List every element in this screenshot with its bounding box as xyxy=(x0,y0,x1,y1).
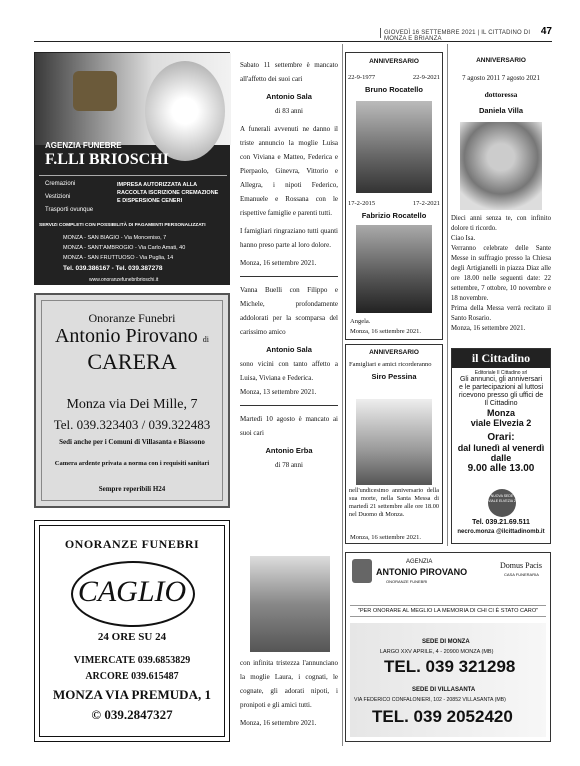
c3-name-3: Siro Pessina xyxy=(371,372,417,381)
carera-l8: Sempre reperibili H24 xyxy=(98,485,166,493)
carera-l4: Monza via Dei Mille, 7 xyxy=(66,397,198,412)
pirovano-s2: SEDE DI VILLASANTA xyxy=(412,687,476,693)
c3-date-d1: Monza, 16 settembre 2021. xyxy=(350,328,421,335)
ad-pirovano-carera xyxy=(34,293,230,508)
c3-p3: nell'undicesimo anniversario della sua morte, nella Santa Messa di martedì 21 settembre alle ore 18.00 nel Duomo di Monza. xyxy=(349,487,439,518)
cittadino-street: viale Elvezia 2 xyxy=(470,418,532,428)
pirovano-s1: SEDE DI MONZA xyxy=(422,639,470,645)
pirovano-slogan: "PER ONORARE AL MEGLIO LA MEMORIA DI CHI CI È STATO CARO" xyxy=(350,605,546,617)
pirovano-sub: ONORANZE FUNEBRI xyxy=(386,579,428,584)
pirovano-agency: AGENZIA xyxy=(406,559,433,565)
cittadino-logo: il Cittadino xyxy=(452,349,550,368)
c2-p3: I famigliari ringraziano tutti quanti hanno preso parte al loro dolore. xyxy=(240,227,338,249)
c3-h1: ANNIVERSARIO xyxy=(369,58,419,65)
cittadino-mail: necro.monza @ilcittadinomb.it xyxy=(457,529,545,535)
ad-cittadino xyxy=(451,348,551,544)
c3-date-d2: Monza, 16 settembre 2021. xyxy=(350,534,421,541)
carera-l5: Tel. 039.323403 / 039.322483 xyxy=(53,417,211,432)
caglio-l6: MONZA VIA PREMUDA, 1 xyxy=(53,687,211,702)
column-2 xyxy=(240,58,338,472)
caglio-l5: ARCORE 039.615487 xyxy=(85,671,179,682)
c4-p: Dieci anni senza te, con infinito dolore ti ricordo. xyxy=(451,215,551,232)
domus-brand2: CASA FUNERARIA xyxy=(504,572,539,577)
c2-name-1: Antonio Sala xyxy=(266,92,312,101)
ad-caglio xyxy=(34,520,230,742)
c4-h: ANNIVERSARIO xyxy=(476,57,526,64)
pirovano-a1: LARGO XXV APRILE, 4 - 20900 MONZA (MB) xyxy=(380,649,494,655)
carera-name: Antonio Pirovano xyxy=(54,325,198,347)
c3-name-1: Bruno Rocatello xyxy=(365,85,423,94)
c2-age-3: di 78 anni xyxy=(275,461,303,469)
c2-p5: sono vicini con tanto affetto a Luisa, Viviana e Federica. xyxy=(240,360,338,382)
flower-image xyxy=(145,61,225,161)
brioschi-service-3: Trasporti ovunque xyxy=(45,207,94,213)
photo-daniela-villa xyxy=(460,122,542,210)
c2-date-1: Monza, 16 settembre 2021. xyxy=(240,259,317,267)
c3-h2: ANNIVERSARIO xyxy=(369,349,419,356)
cittadino-city: Monza xyxy=(487,408,515,418)
cittadino-tel: Tel. 039.21.69.511 xyxy=(472,519,530,526)
photo-siro-pessina xyxy=(356,399,432,485)
c3-signature: Angela. xyxy=(350,318,371,325)
brioschi-address-3: MONZA - SAN FRUTTUOSO - Via Puglia, 14 xyxy=(63,255,174,261)
anniv-pessina xyxy=(345,344,443,544)
c3-date-2b: 17-2-2021 xyxy=(412,200,440,207)
brioschi-address-2: MONZA - SANT'AMBROGIO - Via Carlo Amati, 40 xyxy=(63,245,186,251)
domus-brand: Domus Pacis xyxy=(500,561,542,570)
c2-name-3: Antonio Erba xyxy=(265,446,313,455)
cittadino-sub: Editoriale Il Cittadino srl xyxy=(474,370,528,376)
c2-p2: A funerali avvenuti ne danno il triste annuncio la moglie Luisa con Viviana e Matteo, Federica e Pierpaolo, Ginevra, Vittorio e Allegra, i nipoti Federico, Emanuele e Rossana con le rispettive famiglie e parenti tutti. xyxy=(240,125,338,217)
ad-brioschi xyxy=(34,52,230,285)
c3-date-1a: 22-9-1977 xyxy=(348,74,376,81)
c4-p3: Prima della Messa verrà recitato il Santo Rosario. xyxy=(451,305,551,322)
brioschi-auth: IMPRESA AUTORIZZATA ALLA RACCOLTA ISCRIZIONE CREMAZIONE E DISPERSIONE CENERI xyxy=(117,182,219,204)
ad-pirovano-domus xyxy=(345,552,551,742)
carera-l6: Sedi anche per i Comuni di Villasanta e Biassono xyxy=(59,438,205,446)
brioschi-service-1: Cremazioni xyxy=(45,181,76,187)
caglio-l7: © 039.2847327 xyxy=(91,707,173,722)
brioschi-phone: Tel. 039.386167 - Tel. 039.387278 xyxy=(63,265,163,272)
c4-title: dottoressa xyxy=(484,90,518,99)
c3-name-2: Fabrizio Rocatello xyxy=(361,211,427,220)
pirovano-crest xyxy=(352,559,372,583)
brioschi-web: www.onoranzefunebribrioschi.it xyxy=(89,277,159,283)
column-4 xyxy=(451,52,551,116)
c2-name-2: Antonio Sala xyxy=(266,345,312,354)
c2-date-3: Monza, 16 settembre 2021. xyxy=(240,719,317,727)
c4-date: Monza, 16 settembre 2021. xyxy=(451,325,526,332)
header-date: GIOVEDÌ 16 SETTEMBRE 2021 | IL CITTADINO DI MONZA E BRIANZA xyxy=(384,30,531,42)
cittadino-l1: Gli annunci, gli anniversari e le partecipazioni al luttosi ricevono presso gli uffici de Il Cittadino xyxy=(458,376,544,407)
pirovano-t2: TEL. 039 2052420 xyxy=(372,707,513,726)
c2-p4: Vanna Buelli con Filippo e Michele, profondamente addolorati per la scomparsa del carissimo amico xyxy=(240,286,338,336)
pirovano-name: ANTONIO PIROVANO xyxy=(376,567,468,577)
photo-bruno-rocatello xyxy=(356,101,432,193)
anniv-rocatello xyxy=(345,52,443,340)
cittadino-h3: 9.00 alle 13.00 xyxy=(467,463,535,474)
c4-p2: Verranno celebrate delle Sante Messe in suffragio presso la Chiesa degli Artigianelli in piazza Diaz alle ore 18.00 nelle seguenti date: 22 settembre, 7 ottobre, 10 novembre e 18 novembre. xyxy=(451,245,551,302)
c2-p1: Sabato 11 settembre è mancato all'affetto dei suoi cari xyxy=(240,61,338,83)
caglio-l2: CAGLIO xyxy=(77,575,187,608)
cittadino-badge: NUOVA SEDE VIALE ELVEZIA 2 xyxy=(488,489,516,517)
c4-dates: 7 agosto 2011 7 agosto 2021 xyxy=(462,75,540,82)
caglio-l4: VIMERCATE 039.6853829 xyxy=(73,655,191,666)
pirovano-a2: VIA FEDERICO CONFALONIERI, 102 - 20852 VILLASANTA (MB) xyxy=(354,697,506,703)
caglio-l3: 24 ORE SU 24 xyxy=(97,631,167,643)
c4-name: Daniela Villa xyxy=(478,106,524,115)
c2-p6: Martedì 10 agosto è mancato ai suoi cari xyxy=(240,415,338,437)
caglio-l1: ONORANZE FUNEBRI xyxy=(64,537,200,551)
carriage-logo xyxy=(73,71,117,111)
carera-l1: Onoranze Funebri xyxy=(88,311,176,325)
column-4-text xyxy=(451,214,551,334)
carera-l7: Camera ardente privata a norma con i requisiti sanitari xyxy=(54,460,210,467)
photo-antonio-erba xyxy=(250,556,330,652)
c2-age-1: di 83 anni xyxy=(275,107,303,115)
carera-l2 xyxy=(36,325,228,348)
brioschi-agency: AGENZIA FUNEBRE xyxy=(45,141,122,150)
c2-p7: con infinita tristezza l'annunciano la moglie Laura, i cognati, le cognate, gli adorati nipoti, i pronipoti e gli amici tutti. xyxy=(240,659,338,709)
brioschi-payment: SERVIZI COMPLETI CON POSSIBILITÀ DI PAGAMENTI PERSONALIZZATI xyxy=(39,223,206,228)
c3-p2: Famigliari e amici ricorderanno xyxy=(349,361,432,368)
cittadino-h2: dal lunedì al venerdì dalle xyxy=(457,443,545,463)
brioschi-address-1: MONZA - SAN BIAGIO - Via Monceniso, 7 xyxy=(63,235,167,241)
page-number: 47 xyxy=(540,26,552,37)
column-2-bottom xyxy=(240,656,338,730)
brioschi-name: F.LLI BRIOSCHI xyxy=(45,151,169,168)
c2-date-2: Monza, 13 settembre 2021. xyxy=(240,388,317,396)
brioschi-service-2: Vestizioni xyxy=(45,194,71,200)
c3-date-2a: 17-2-2015 xyxy=(348,200,376,207)
c4-sig: Ciao Isa. xyxy=(451,235,476,242)
carera-di: di xyxy=(202,335,209,344)
c3-date-1b: 22-9-2021 xyxy=(412,74,440,81)
pirovano-t1: TEL. 039 321298 xyxy=(384,657,516,676)
page-header xyxy=(34,28,552,42)
photo-fabrizio-rocatello xyxy=(356,225,432,313)
carera-l3: CARERA xyxy=(87,349,177,374)
cittadino-h: Orari: xyxy=(487,432,515,443)
